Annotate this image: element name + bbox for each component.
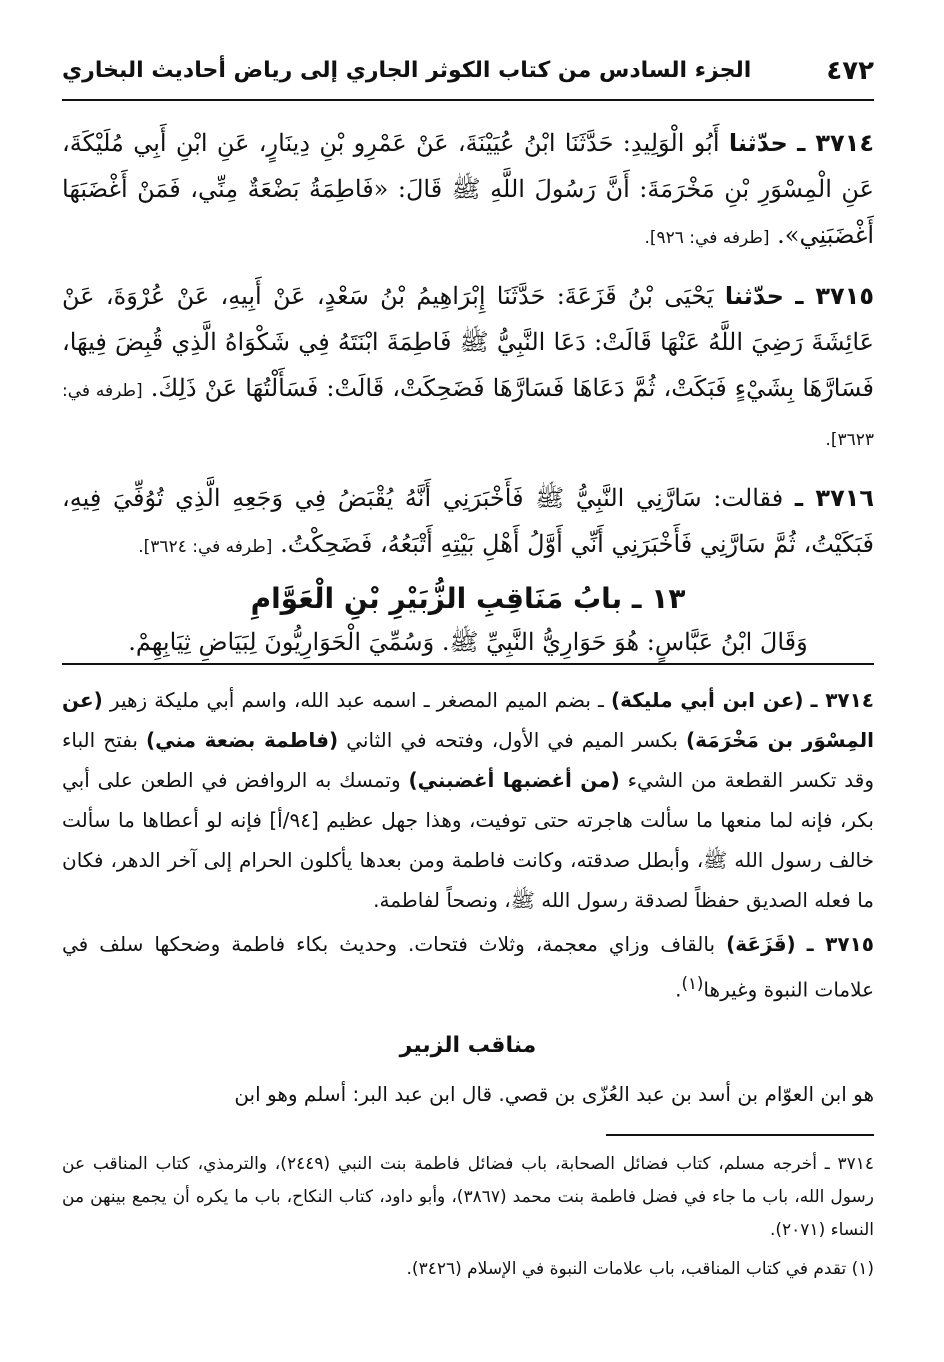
commentary-text: وتمسك به الروافض في الطعن على أبي بكر، فإنه لما منعها ما سألت هاجرته حتى توفيت، وهذا جهل عظيم [٩٤/أ] فإنه لو أعطاها ما سألت خالف رسول الله ﷺ، وأبطل صدقته، وكانت فاطمة ومن بعدها يأكلون الحرام إلى آخر الدهر، فكان ما فعله الصديق حفظاً لصدقة رسول الله ﷺ، ونصحاً لفاطمة. [62, 768, 874, 912]
commentary-text: بالقاف وزاي معجمة، وثلاث فتحات. وحديث بكاء فاطمة وضحكها سلف في علامات النبوة وغيرها [62, 932, 874, 1002]
chapter-title: ١٣ ـ بابُ مَنَاقِبِ الزُّبَيْرِ بْنِ الْعَوَّامِ [250, 582, 686, 615]
hadith-body: يَحْيَى بْنُ قَزَعَةَ: حَدَّثَنَا إِبْرَاهِيمُ بْنُ سَعْدٍ، عَنْ أَبِيهِ، عَنْ عُرْوَةَ، عَنْ عَائِشَةَ رَضِيَ اللَّهُ عَنْهَا قَالَتْ: دَعَا النَّبِيُّ ﷺ فَاطِمَةَ ابْنَتَهُ فِي شَكْوَاهُ الَّذِي قُبِضَ فِيهَا، فَسَارَّهَا بِشَيْءٍ فَبَكَتْ، ثُمَّ دَعَاهَا فَسَارَّهَا فَضَحِكَتْ، قَالَتْ: فَسَأَلْتُهَا عَنْ ذَلِكَ. [62, 282, 874, 402]
commentary-number: ٣٧١٥ ـ [806, 932, 874, 956]
footnote-reference[interactable]: (١) [681, 974, 704, 993]
hadith-number: ٣٧١٦ ـ [794, 484, 875, 512]
hadith-body: فقالت: سَارَّنِي النَّبِيُّ ﷺ فَأَخْبَرَنِي أَنَّهُ يُقْبَضُ فِي وَجَعِهِ الَّذِي تُوُفِّيَ فِيهِ، فَبَكَيْتُ، ثُمَّ سَارَّنِي فَأَخْبَرَنِي أَنِّي أَوَّلُ أَهْلِ بَيْتِهِ أَتْبَعُهُ، فَضَحِكْتُ. [62, 484, 874, 558]
chapter-intro: وَقَالَ ابْنُ عَبَّاسٍ: هُوَ حَوَارِيُّ النَّبِيِّ ﷺ. وَسُمِّيَ الْحَوَارِيُّونَ لِبَيَاضِ ثِيَابِهِمْ. [128, 628, 808, 656]
commentary-lemma: (فاطمة بضعة مني) [146, 728, 339, 752]
page-header [62, 54, 874, 94]
commentary-3715 [62, 924, 874, 1010]
hadith-body: أَبُو الْوَلِيدِ: حَدَّثَنَا ابْنُ عُيَيْنَةَ، عَنْ عَمْرِو بْنِ دِينَارٍ، عَنِ ابْنِ أَبِي مُلَيْكَةَ، عَنِ الْمِسْوَرِ بْنِ مَخْرَمَةَ: أَنَّ رَسُولَ اللَّهِ ﷺ قَالَ: «فَاطِمَةُ بَضْعَةٌ مِنِّي، فَمَنْ أَغْضَبَهَا أَغْضَبَنِي». [62, 129, 874, 249]
header-divider [62, 99, 874, 101]
commentary-lemma: (من أغضبها أغضبني) [408, 768, 620, 792]
hadith-cross-reference: [طرفه في: ٣٦٢٤]. [138, 537, 273, 557]
footnote-3714: ٣٧١٤ ـ أخرجه مسلم، كتاب فضائل الصحابة، باب فضائل فاطمة بنت النبي (٢٤٤٩)، والترمذي، كتاب المناقب عن رسول الله، باب ما جاء في فضل فاطمة بنت محمد (٣٨٦٧)، وأبو داود، كتاب النكاح، باب ما يكره أن يجمع بينهن من النساء (٢٠٧١). [62, 1154, 875, 1240]
section-heading: مناقب الزبير [399, 1032, 537, 1058]
hadith-3714 [62, 120, 874, 261]
hadith-opening: حدّثنا [724, 282, 784, 310]
commentary-text: بفتح الباء وقد تكسر القطعة من الشيء [62, 728, 874, 792]
commentary-lemma: (عن ابن أبي مليكة) [610, 688, 804, 712]
footnotes-block [62, 1148, 874, 1292]
hadith-3716 [62, 475, 874, 570]
commentary-text: بكسر الميم في الأول، وفتحه في الثاني [338, 728, 686, 752]
commentary-divider [62, 663, 874, 665]
commentary-lemma: (قَزَعَة) [726, 932, 796, 956]
hadith-text-block [62, 120, 874, 663]
hadith-cross-reference: [طرفه في: ٣٦٢٣]. [62, 381, 874, 450]
commentary-lemma: (عن المِسْوَر بن مَخْرَمَة) [62, 688, 874, 752]
commentary-number: ٣٧١٤ ـ [810, 688, 875, 712]
hadith-cross-reference: [طرفه في: ٩٢٦]. [644, 228, 770, 248]
commentary-text: ـ بضم الميم المصغر ـ اسمه عبد الله، واسم أبي مليكة زهير [102, 688, 611, 712]
page-number: ٤٧٢ [826, 56, 874, 86]
commentary-block [62, 680, 874, 1118]
commentary-3714 [62, 680, 874, 920]
footnote-1: (١) تقدم في كتاب المناقب، باب علامات النبوة في الإسلام (٣٤٢٦). [406, 1259, 874, 1279]
footnote-divider [606, 1134, 874, 1136]
hadith-opening: حدّثنا [728, 129, 788, 157]
hadith-number: ٣٧١٤ ـ [797, 129, 874, 157]
hadith-3715 [62, 273, 874, 463]
section-text: هو ابن العوّام بن أسد بن عبد العُزّى بن قصي. قال ابن عبد البر: أسلم وهو ابن [234, 1081, 874, 1106]
hadith-number: ٣٧١٥ ـ [795, 282, 874, 310]
running-title: الجزء السادس من كتاب الكوثر الجاري إلى رياض أحاديث البخاري [62, 58, 752, 83]
commentary-text: . [675, 977, 682, 1002]
